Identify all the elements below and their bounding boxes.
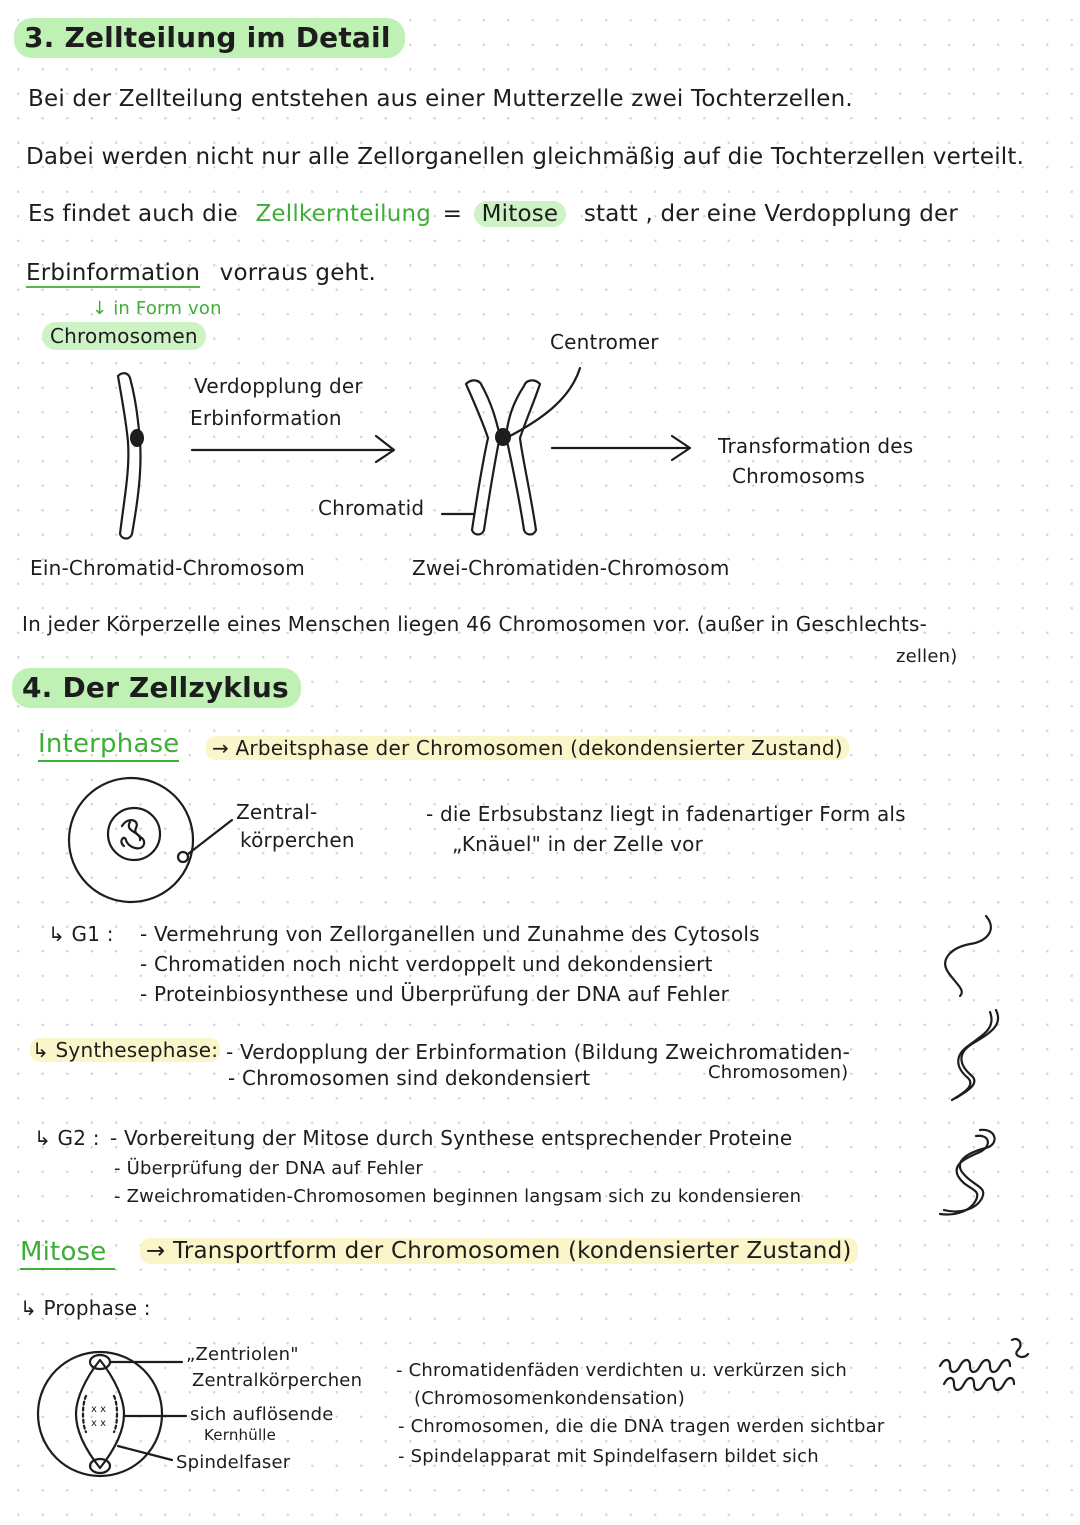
label-aufloesende: sich auflösende: [190, 1404, 334, 1425]
erbsubstanz-line-1: - die Erbsubstanz liegt in fadenartiger Form als: [426, 802, 906, 826]
term-erbinformation: Erbinformation: [26, 260, 201, 286]
g2-label: ↳ G2 :: [34, 1126, 100, 1150]
interphase-heading: Interphase: [38, 728, 179, 762]
g2-item-1: - Vorbereitung der Mitose durch Synthese entsprechender Proteine: [110, 1126, 793, 1150]
prophase-item-2: (Chromosomenkondensation): [414, 1388, 685, 1409]
term-zellkernteilung: Zellkernteilung: [255, 201, 432, 227]
condensed-coil-icon: [940, 1339, 1028, 1390]
label-transformation-2: Chromosoms: [732, 464, 865, 488]
term-mitose: Mitose: [474, 201, 567, 227]
g1-item-1: - Vermehrung von Zellorganellen und Zunahme des Cytosols: [140, 922, 760, 946]
label-chromatid: Chromatid: [318, 496, 425, 520]
line3-text-a: Es findet auch die: [28, 201, 238, 227]
label-zentralkoerperchen: Zentralkörperchen: [192, 1370, 363, 1391]
erbsubstanz-line-2: „Knäuel" in der Zelle vor: [452, 832, 704, 856]
condensing-thread-icon: [940, 1130, 995, 1215]
prophase-item-4: - Spindelapparat mit Spindelfasern bildet sich: [398, 1446, 819, 1467]
section4-title: 4. Der Zellzyklus: [12, 668, 301, 708]
label-kernhuelle: Kernhülle: [204, 1426, 277, 1444]
line3-eq: =: [442, 201, 463, 227]
section3-line2: Dabei werden nicht nur alle Zellorganellen gleichmäßig auf die Tochterzellen verteilt.: [26, 144, 1025, 170]
label-spindelfaser: Spindelfaser: [176, 1452, 291, 1473]
g2-item-3: - Zweichromatiden-Chromosomen beginnen langsam sich zu kondensieren: [114, 1186, 802, 1207]
synthesephase-label: ↳ Synthesephase:: [32, 1038, 219, 1062]
prophase-label: ↳ Prophase :: [20, 1296, 151, 1320]
human-chromosome-line: In jeder Körperzelle eines Menschen liegen 46 Chromosomen vor. (außer in Geschlechts-: [22, 612, 928, 636]
prophase-item-1: - Chromatidenfäden verdichten u. verkürzen sich: [396, 1360, 847, 1381]
interphase-desc: → Arbeitsphase der Chromosomen (dekondensierter Zustand): [206, 736, 849, 760]
label-zwei-chromatiden-chromosom: Zwei-Chromatiden-Chromosom: [412, 556, 730, 580]
prophase-item-3: - Chromosomen, die die DNA tragen werden sichtbar: [398, 1416, 885, 1437]
note-chromosomen: Chromosomen: [42, 322, 206, 350]
s-extra: Chromosomen): [708, 1062, 849, 1083]
label-zentral-1: Zentral-: [236, 800, 318, 824]
label-ein-chromatid-chromosom: Ein-Chromatid-Chromosom: [30, 556, 305, 580]
duplicated-thread-icon: [952, 1010, 998, 1100]
section3-line1: Bei der Zellteilung entstehen aus einer Mutterzelle zwei Tochterzellen.: [28, 86, 853, 112]
svg-text:x x: x x: [91, 1418, 107, 1429]
label-zentral-2: körperchen: [240, 828, 355, 852]
mitose-heading: Mitose: [20, 1236, 115, 1270]
human-chromosome-line-2: zellen): [896, 646, 958, 667]
label-transformation-1: Transformation des: [718, 434, 914, 458]
svg-text:x x: x x: [91, 1404, 107, 1415]
g1-item-2: - Chromatiden noch nicht verdoppelt und dekondensiert: [140, 952, 713, 976]
s-item-2: - Chromosomen sind dekondensiert: [228, 1066, 591, 1090]
label-zentriolen: „Zentriolen": [186, 1344, 299, 1365]
label-centromer: Centromer: [550, 330, 659, 354]
s-item-1: - Verdopplung der Erbinformation (Bildung Zweichromatiden-: [226, 1040, 851, 1064]
g1-item-3: - Proteinbiosynthese und Überprüfung der DNA auf Fehler: [140, 982, 730, 1006]
g2-item-2: - Überprüfung der DNA auf Fehler: [114, 1158, 424, 1179]
line3-text-b: statt , der eine Verdopplung der: [583, 201, 959, 227]
mitose-desc: → Transportform der Chromosomen (kondensierter Zustand): [140, 1238, 858, 1264]
line4-text-b: vorraus geht.: [219, 260, 377, 286]
label-verdopplung-2: Erbinformation: [190, 406, 342, 430]
section3-title: 3. Zellteilung im Detail: [14, 18, 405, 58]
decondensed-thread-icon: [945, 916, 991, 996]
g1-label: ↳ G1 :: [48, 922, 114, 946]
note-in-form-von: ↓ in Form von: [92, 298, 222, 319]
label-verdopplung-1: Verdopplung der: [194, 374, 363, 398]
